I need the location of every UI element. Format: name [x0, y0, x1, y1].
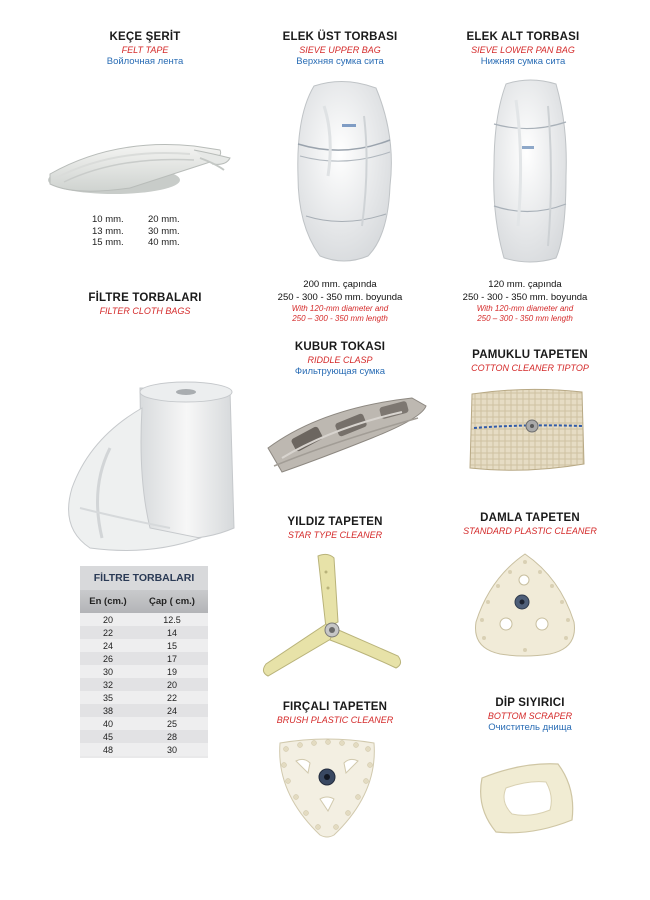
table-row: 40 25: [80, 717, 208, 730]
felt-tape-ru: Войлочная лента: [106, 56, 184, 67]
table-row: 32 20: [80, 678, 208, 691]
sieve-lower-bag-image: [482, 76, 578, 266]
felt-tape-image: [44, 118, 234, 208]
sieve-lower-title: ELEK ALT TORBASI: [466, 31, 580, 43]
standard-cleaner-title: DAMLA TAPETEN: [480, 512, 580, 524]
sieve-upper-bag-image: [284, 76, 404, 266]
filter-bags-en: FILTER CLOTH BAGS: [99, 306, 191, 316]
felt-size-row: 13 mm. 30 mm.: [92, 225, 180, 237]
sieve-upper-spec: 200 mm. çapında 250 - 300 - 350 mm. boyunda With 120-mm diameter and 250 – 300 - 350 mm length: [277, 279, 403, 323]
riddle-clasp-image: [262, 388, 432, 478]
felt-size-row: 10 mm. 20 mm.: [92, 214, 180, 225]
cotton-cleaner-en: COTTON CLEANER TIPTOP: [471, 363, 589, 373]
brush-cleaner-en: BRUSH PLASTIC CLEANER: [276, 715, 394, 725]
sieve-lower-en: SIEVE LOWER PAN BAG: [471, 45, 575, 55]
sieve-upper-title: ELEK ÜST TORBASI: [282, 31, 398, 43]
table-header-width: En (cm.): [89, 596, 127, 607]
bottom-scraper-ru: Очиститель днища: [488, 722, 572, 733]
standard-cleaner-en: STANDARD PLASTIC CLEANER: [463, 526, 597, 536]
table-row: 24 15: [80, 639, 208, 652]
bottom-scraper-title: DİP SIYIRICI: [495, 697, 565, 709]
table-body: [80, 613, 208, 756]
standard-cleaner-block: [440, 511, 620, 537]
filter-bags-title: FİLTRE TORBALARI: [88, 292, 202, 304]
filter-bags-block: [75, 291, 215, 317]
table-row: 30 19: [80, 665, 208, 678]
felt-tape-en: FELT TAPE: [121, 45, 169, 55]
riddle-clasp-block: [270, 340, 410, 378]
star-cleaner-title: YILDIZ TAPETEN: [287, 516, 383, 528]
sieve-lower-block: [448, 30, 598, 68]
sieve-upper-ru: Верхняя сумка сита: [296, 56, 384, 67]
brush-cleaner-block: [255, 700, 415, 726]
filter-bags-table: [80, 566, 208, 758]
star-cleaner-block: [270, 515, 400, 541]
riddle-clasp-en: RIDDLE CLASP: [307, 355, 373, 365]
cotton-cleaner-title: PAMUKLU TAPETEN: [472, 349, 588, 361]
cotton-cleaner-block: [455, 348, 605, 374]
felt-tape-sizes: [92, 214, 180, 249]
brush-cleaner-title: FIRÇALI TAPETEN: [282, 701, 388, 713]
table-row: 38 24: [80, 704, 208, 717]
table-title: FİLTRE TORBALARI: [80, 566, 208, 590]
filter-cloth-roll-image: [50, 378, 250, 558]
table-row: 26 17: [80, 652, 208, 665]
brush-cleaner-image: [272, 733, 382, 843]
riddle-clasp-ru: Фильтрующая сумка: [294, 366, 386, 377]
felt-tape-block: [80, 30, 210, 68]
table-row: 20 12.5: [80, 613, 208, 626]
cotton-cleaner-image: [466, 384, 588, 476]
sieve-lower-spec: 120 mm. çapında 250 - 300 - 350 mm. boyunda With 120-mm diameter and 250 – 300 - 350 mm length: [462, 279, 588, 323]
table-header: [80, 590, 208, 613]
bottom-scraper-image: [472, 758, 582, 838]
star-cleaner-image: [256, 552, 406, 682]
table-row: 45 28: [80, 730, 208, 743]
table-row: 48 30: [80, 743, 208, 756]
bottom-scraper-block: [460, 696, 600, 734]
felt-size-row: 15 mm. 40 mm.: [92, 237, 180, 248]
star-cleaner-en: STAR TYPE CLEANER: [287, 530, 383, 540]
riddle-clasp-title: KUBUR TOKASI: [294, 341, 386, 353]
sieve-upper-block: [265, 30, 415, 68]
table-row: 35 22: [80, 691, 208, 704]
sieve-upper-en: SIEVE UPPER BAG: [299, 45, 381, 55]
table-row: 22 14: [80, 626, 208, 639]
table-header-diameter: Çap ( cm.): [149, 596, 195, 607]
felt-tape-title: KEÇE ŞERİT: [109, 31, 181, 43]
sieve-lower-ru: Нижняя сумка сита: [480, 56, 566, 67]
standard-cleaner-image: [470, 550, 580, 660]
bottom-scraper-en: BOTTOM SCRAPER: [487, 711, 573, 721]
